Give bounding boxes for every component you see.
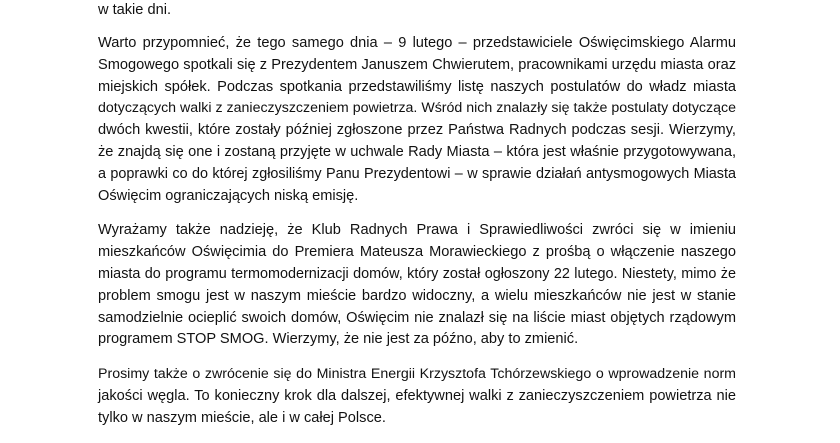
text-line: mieszkańców Oświęcimia do Premiera Mateusza Morawieckiego z prośbą o włączenie naszego — [98, 244, 736, 261]
text-line: jakości węgla. To konieczny krok dla dalszej, efektywnej walki z zanieczyszczeniem powietrza nie — [98, 387, 736, 404]
text-line: samodzielnie ocieplić swoich domów, Oświęcim nie znalazł się na liście miast objętych rządowym — [98, 309, 736, 326]
text-line: Smogowego spotkali się z Prezydentem Januszem Chwierutem, pracownikami urzędu miasta oraz — [98, 56, 736, 73]
text-line: a poprawki co do której zgłosiliśmy Panu Prezydentowi – w sprawie działań antysmogowych Miasta — [98, 165, 736, 182]
text-line: miasta do programu termomodernizacji domów, który został ogłoszony 22 lutego. Niestety, mimo że — [98, 265, 736, 282]
text-line: Warto przypomnieć, że tego samego dnia – 9 lutego – przedstawiciele Oświęcimskiego Alarmu — [98, 35, 736, 51]
text-line: programem STOP SMOG. Wierzymy, że nie jest za późno, aby to zmienić. — [98, 331, 579, 348]
text-line: Oświęcim ograniczających niską emisję. — [98, 187, 359, 204]
text-line: miejskich spółek. Podczas spotkania przedstawiliśmy listę naszych postulatów do władz miasta — [98, 78, 736, 95]
paragraph-2 — [98, 220, 736, 351]
document-body — [98, 33, 736, 443]
paragraph-3 — [98, 364, 736, 429]
top-text-fragment: w takie dni. — [98, 2, 172, 18]
text-line: problem smogu jest w naszym mieście bardzo widoczny, a wielu mieszkańców nie jest w stanie — [98, 287, 736, 304]
text-line: dwóch kwestii, które zostały później zgłoszone przez Państwa Radnych podczas sesji. Wierzymy, — [98, 122, 736, 139]
text-line: Wyrażamy także nadzieję, że Klub Radnych Prawa i Sprawiedliwości zwróci się w imieniu — [98, 222, 736, 239]
text-line: tylko w naszym mieście, ale i w całej Polsce. — [98, 409, 386, 426]
text-line: dotyczących walki z zanieczyszczeniem powietrza. Wśród nich znalazły się także postulaty dotyczące — [98, 100, 736, 117]
text-line: Prosimy także o zwrócenie się do Ministra Energii Krzysztofa Tchórzewskiego o wprowadzenie norm — [98, 366, 736, 383]
text-line: że znajdą się one i zostaną przyjęte w uchwale Rady Miasta – która jest właśnie przygotowywana, — [98, 143, 736, 160]
paragraph-1 — [98, 33, 736, 207]
